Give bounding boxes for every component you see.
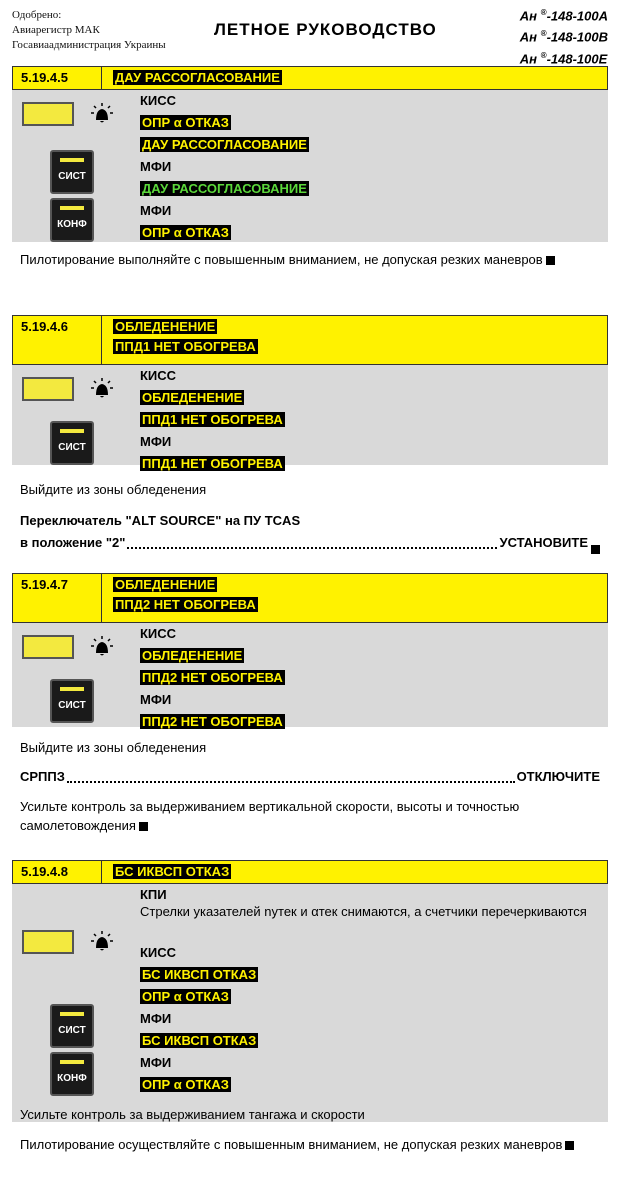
section-number: 5.19.4.6 [21,319,68,334]
indication-box [12,365,608,471]
dot-leader [67,781,515,783]
display-name: КПИ [140,887,167,902]
instruction-text [20,480,600,499]
konf-button[interactable] [50,1052,94,1096]
procedure-section [12,573,608,727]
section-title [113,597,258,613]
indication-box [12,884,608,1122]
indication-line [140,453,600,475]
indication-line [140,645,600,667]
alert-message: ОПР α ОТКАЗ [142,989,229,1004]
instruction-text-content: Усильте контроль за выдерживанием тангажа и скорости [20,1107,365,1122]
dot-leader [127,547,497,549]
section-title-text: БС ИКВСП ОТКАЗ [115,864,230,879]
alert-message: ППД2 НЕТ ОБОГРЕВА [142,714,283,729]
indication-line [140,409,600,431]
button-label: КОНФ [57,219,87,230]
button-label: СИСТ [58,442,86,453]
section-number: 5.19.4.7 [21,577,68,592]
button-indicator [60,158,84,162]
button-label: СИСТ [58,171,86,182]
instruction-text [20,1105,600,1124]
section-title-text: ОБЛЕДЕНЕНИЕ [115,577,216,592]
section-titles [113,577,258,617]
alert-message: ППД1 НЕТ ОБОГРЕВА [142,412,283,427]
model-line: Ан ®-148-100E [519,50,608,66]
indication-box [12,623,608,727]
display-name: МФИ [140,159,172,174]
alert-message: ОПР α ОТКАЗ [142,115,229,130]
display-name: КИСС [140,626,177,641]
indication-line [140,667,600,689]
warning-lamp [22,635,74,659]
alert-message: БС ИКВСП ОТКАЗ [142,1033,257,1048]
instruction-text-content: Выйдите из зоны обледенения [20,740,207,755]
display-name: МФИ [140,1011,172,1026]
approval-line: Одобрено: [12,9,62,21]
button-indicator [60,687,84,691]
section-titles [113,319,258,359]
model-line: Ан ®-148-100A [519,8,608,24]
section-header [12,573,608,623]
instruction-text [20,738,600,757]
aircraft-models [520,4,608,68]
indication-note: Стрелки указателей nутек и αтек снимаются, а счетчики перечеркиваются [140,904,587,919]
indication-line [140,112,600,134]
display-name: МФИ [140,692,172,707]
section-number: 5.19.4.8 [21,864,68,879]
procedure-action: УСТАНОВИТЕ [499,535,588,550]
button-indicator [60,1012,84,1016]
display-name: МФИ [140,434,172,449]
indication-box [12,90,608,242]
indication-line [140,134,600,156]
alert-message: БС ИКВСП ОТКАЗ [142,967,257,982]
end-marker [565,1141,574,1150]
alert-message: ППД2 НЕТ ОБОГРЕВА [142,670,283,685]
sist-button[interactable] [50,679,94,723]
button-indicator [60,429,84,433]
indication-line [140,711,600,733]
section-divider [101,67,102,89]
section-title-text: ДАУ РАССОГЛАСОВАНИЕ [115,70,280,85]
button-indicator [60,206,84,210]
procedure-action-row [20,532,600,554]
procedure-section [12,860,608,1122]
section-title [113,70,282,86]
indication-line [140,222,600,244]
section-number: 5.19.4.5 [21,70,68,85]
button-label: СИСТ [58,700,86,711]
document-title: ЛЕТНОЕ РУКОВОДСТВО [214,20,437,39]
procedure-step [20,766,600,788]
warning-lamp [22,102,74,126]
end-marker [591,545,600,554]
sist-button[interactable] [50,1004,94,1048]
procedure-action: ОТКЛЮЧИТЕ [516,769,600,784]
section-divider [101,861,102,883]
section-title-text: ППД1 НЕТ ОБОГРЕВА [115,339,256,354]
model-line: Ан ®-148-100B [519,29,608,45]
procedure-section [12,315,608,471]
alert-message: ДАУ РАССОГЛАСОВАНИЕ [142,137,307,152]
procedure-section [12,66,608,242]
procedure-step [20,510,600,554]
alert-message: ППД1 НЕТ ОБОГРЕВА [142,456,283,471]
bell-icon [90,102,114,126]
display-name: КИСС [140,93,177,108]
alert-message: ОПР α ОТКАЗ [142,225,229,240]
indication-line [140,964,600,986]
section-title [113,864,231,880]
sist-button[interactable] [50,150,94,194]
bell-icon [90,635,114,659]
section-header [12,315,608,365]
display-name: МФИ [140,203,172,218]
button-label: СИСТ [58,1025,86,1036]
procedure-step-line: Переключатель "ALT SOURCE" на ПУ TCAS [20,513,301,528]
display-name: МФИ [140,1055,172,1070]
display-name: КИСС [140,945,177,960]
instruction-text [20,1135,600,1154]
end-marker [546,256,555,265]
section-title [113,339,258,355]
instruction-text-content: Выйдите из зоны обледенения [20,482,207,497]
section-title-text: ОБЛЕДЕНЕНИЕ [115,319,216,334]
section-divider [101,316,102,364]
approval-block [12,8,166,53]
section-header [12,66,608,90]
instruction-text-content: Пилотирование выполняйте с повышенным вниманием, не допуская резких маневров [20,252,543,267]
procedure-item: в положение "2" [20,535,126,550]
instruction-text [20,250,600,269]
page-header [0,0,620,66]
display-name: КИСС [140,368,177,383]
approval-line: Авиарегистр МАК [12,24,100,36]
konf-button[interactable] [50,198,94,242]
indication-line [140,1030,600,1052]
warning-lamp [22,930,74,954]
section-divider [101,574,102,622]
instruction-text [20,797,600,835]
end-marker [139,822,148,831]
section-titles [113,70,282,90]
alert-message: ОПР α ОТКАЗ [142,1077,229,1092]
section-title [113,577,258,593]
button-label: КОНФ [57,1073,87,1084]
section-titles [113,864,231,884]
section-title-text: ППД2 НЕТ ОБОГРЕВА [115,597,256,612]
sist-button[interactable] [50,421,94,465]
procedure-action-row [20,766,600,788]
bell-icon [90,377,114,401]
indication-line [140,1074,600,1096]
warning-lamp [22,377,74,401]
button-indicator [60,1060,84,1064]
instruction-text-content: Усильте контроль за выдерживанием вертикальной скорости, высоты и точностью самолетовождения [20,799,520,833]
indication-line [140,986,600,1008]
indication-line [140,178,600,200]
alert-message: ОБЛЕДЕНЕНИЕ [142,648,243,663]
instruction-text-content: Пилотирование осуществляйте с повышенным вниманием, не допуская резких маневров [20,1137,563,1152]
approval-line: Госавиаадминистрация Украины [12,39,166,51]
indication-line [140,387,600,409]
procedure-item: СРППЗ [20,769,65,784]
bell-icon [90,930,114,954]
alert-message: ДАУ РАССОГЛАСОВАНИЕ [142,181,307,196]
section-title [113,319,258,335]
section-header [12,860,608,884]
alert-message: ОБЛЕДЕНЕНИЕ [142,390,243,405]
